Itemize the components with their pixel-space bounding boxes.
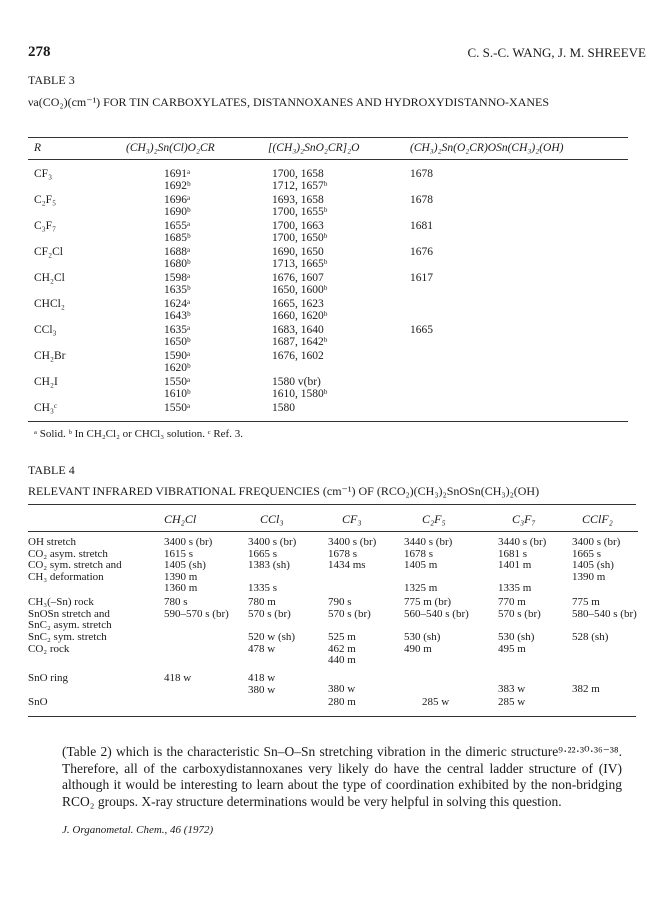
- cell: 1681: [410, 220, 433, 232]
- cell-r: CCl₃: [34, 324, 57, 336]
- table4-col-c2f5: C₂F₅: [422, 512, 446, 526]
- cell: 775 m 580–540 s (br): [572, 596, 637, 620]
- cell-r: CHCl₂: [34, 298, 65, 310]
- cell: 1700, 1663 1700, 1650ᵇ: [272, 220, 328, 244]
- cell: 285 w: [422, 696, 450, 708]
- cell: 775 m (br) 560–540 s (br): [404, 596, 469, 620]
- running-header-authors: C. S.-C. WANG, J. M. SHREEVE: [467, 45, 646, 60]
- table4-col-cclf2: CClF₂: [582, 512, 613, 526]
- table4-bottom-rule: [28, 716, 636, 717]
- table3-col-r: R: [34, 142, 42, 154]
- cell: 1691ᵃ 1692ᵇ: [164, 168, 191, 192]
- table3-label: TABLE 3: [28, 73, 75, 87]
- table3-header: [28, 139, 628, 159]
- cell: 1655ᵃ 1685ᵇ: [164, 220, 191, 244]
- table-row: [28, 324, 628, 350]
- table4-label: TABLE 4: [28, 463, 75, 477]
- table4-col-c3f7: C₃F₇: [512, 512, 536, 526]
- table-row: [28, 673, 638, 697]
- table-row: [28, 376, 628, 402]
- table3-col-1: (CH₃)₂Sn(Cl)O₂CR: [126, 142, 215, 154]
- table3-top-rule: [28, 137, 628, 138]
- cell: 1580: [272, 402, 295, 414]
- cell: 418 w 380 w: [248, 672, 276, 696]
- cell: 3440 s (br) 1681 s 1401 m 1335 m: [498, 536, 547, 594]
- body-paragraph: (Table 2) which is the characteristic Sn–O–Sn stretching vibration in the dimeric structure⁹·²²·³⁰·³⁶⁻³⁸. Therefore, all of the carboxydistannoxanes very likely do have the central ladder structure of (IV) although it would be interesting to learn about the type of coordination exhibited by the non-bridging RCO₂ groups. X-ray structure determinations would be very helpful in solving this question.: [62, 744, 622, 809]
- table-row: [28, 298, 628, 324]
- row-label: OH stretch CO₂ asym. stretch CO₂ sym. stretch and CH₃ deformation: [28, 536, 122, 583]
- cell: 1688ᵃ 1680ᵇ: [164, 246, 191, 270]
- row-label: SnO: [28, 696, 48, 708]
- table-row: [28, 168, 628, 194]
- cell-r: C₃F₇: [34, 220, 57, 232]
- table3: [28, 139, 628, 416]
- cell: 1635ᵃ 1650ᵇ: [164, 324, 191, 348]
- table3-header-rule: [28, 159, 628, 168]
- cell: 530 (sh) 495 m: [498, 631, 535, 655]
- cell: 1580 v(br) 1610, 1580ᵇ: [272, 376, 328, 400]
- cell: 1550ᵃ: [164, 402, 191, 414]
- cell: 380 w: [328, 683, 356, 695]
- table4-top-rule: [28, 504, 636, 505]
- row-label: SnC₂ sym. stretch CO₂ rock: [28, 631, 107, 655]
- cell: 418 w: [164, 672, 192, 684]
- cell-r: CH₂I: [34, 376, 58, 388]
- table3-footnote: ᵃ Solid. ᵇ In CH₂Cl₂ or CHCl₃ solution. ᶜ Ref. 3.: [34, 428, 243, 440]
- cell: 1598ᵃ 1635ᵇ: [164, 272, 191, 296]
- page-number: 278: [28, 44, 51, 60]
- cell: 285 w: [498, 696, 526, 708]
- table4-title: RELEVANT INFRARED VIBRATIONAL FREQUENCIES (cm⁻¹) OF (RCO₂)(CH₃)₂SnOSn(CH₃)₂(OH): [28, 484, 540, 498]
- cell: 3400 s (br) 1665 s 1405 (sh) 1390 m: [572, 536, 621, 583]
- cell: 1700, 1658 1712, 1657ᵇ: [272, 168, 328, 192]
- cell: 1683, 1640 1687, 1642ᵇ: [272, 324, 328, 348]
- cell: 3400 s (br) 1678 s 1434 ms: [328, 536, 377, 571]
- cell: 525 m 462 m 440 m: [328, 631, 356, 666]
- cell: 1690, 1650 1713, 1665ᵇ: [272, 246, 328, 270]
- journal-citation: J. Organometal. Chem., 46 (1972): [62, 824, 214, 836]
- table3-title: νa(CO₂)(cm⁻¹) FOR TIN CARBOXYLATES, DISTANNOXANES AND HYDROXYDISTANNO-XANES: [28, 95, 550, 109]
- cell: 1624ᵃ 1643ᵇ: [164, 298, 191, 322]
- cell: 770 m 570 s (br): [498, 596, 541, 620]
- cell: 3400 s (br) 1665 s 1383 (sh) 1335 s: [248, 536, 297, 594]
- cell: 1676: [410, 246, 433, 258]
- cell: 1617: [410, 272, 433, 284]
- cell-r: CH₂Cl: [34, 272, 65, 284]
- cell: 1678: [410, 194, 433, 206]
- cell: 1678: [410, 168, 433, 180]
- cell: 382 m: [572, 683, 600, 695]
- table-row: [28, 272, 628, 298]
- cell: 1696ᵃ 1690ᵇ: [164, 194, 191, 218]
- table-row: [28, 246, 628, 272]
- cell-r: C₂F₅: [34, 194, 57, 206]
- cell: 528 (sh): [572, 631, 609, 643]
- cell: 3440 s (br) 1678 s 1405 m 1325 m: [404, 536, 453, 594]
- cell: 280 m: [328, 696, 356, 708]
- cell-r: CH₃ᶜ: [34, 402, 57, 414]
- table3-bottom-rule: [28, 421, 628, 422]
- cell-r: CF₃: [34, 168, 53, 180]
- cell: 530 (sh) 490 m: [404, 631, 441, 655]
- cell: 790 s 570 s (br): [328, 596, 371, 620]
- cell-r: CH₂Br: [34, 350, 66, 362]
- cell-r: CF₂Cl: [34, 246, 63, 258]
- row-label: SnO ring: [28, 672, 69, 684]
- table-row: [28, 194, 628, 220]
- table4-col-cf3: CF₃: [342, 512, 362, 526]
- table4-col-ch2cl: CH₂Cl: [164, 512, 197, 526]
- table-row: [28, 402, 628, 416]
- cell: 780 m 570 s (br): [248, 596, 291, 620]
- cell: 780 s 590–570 s (br): [164, 596, 229, 620]
- cell: 1590ᵃ 1620ᵇ: [164, 350, 191, 374]
- table-row: [28, 220, 628, 246]
- table4-col-ccl3: CCl₃: [260, 512, 284, 526]
- table3-col-2: [(CH₃)₂SnO₂CR]₂O: [268, 142, 360, 154]
- table-row: [28, 697, 638, 713]
- cell: 383 w: [498, 683, 526, 695]
- cell: 3400 s (br) 1615 s 1405 (sh) 1390 m 1360 m: [164, 536, 213, 594]
- cell: 1676, 1602: [272, 350, 324, 362]
- cell: 1550ᵃ 1610ᵇ: [164, 376, 191, 400]
- table-row: [28, 632, 638, 673]
- table-row: [28, 597, 638, 632]
- table4-header: [28, 507, 638, 531]
- table3-col-3: (CH₃)₂Sn(O₂CR)OSn(CH₃)₂(OH): [410, 142, 564, 154]
- cell: 1665: [410, 324, 433, 336]
- cell: 1693, 1658 1700, 1655ᵇ: [272, 194, 328, 218]
- table4: [28, 507, 638, 713]
- table-row: [28, 537, 638, 597]
- cell: 520 w (sh) 478 w: [248, 631, 296, 655]
- cell: 1676, 1607 1650, 1600ᵇ: [272, 272, 328, 296]
- table-row: [28, 350, 628, 376]
- cell: 1665, 1623 1660, 1620ᵇ: [272, 298, 328, 322]
- row-label: CH₃(–Sn) rock SnOSn stretch and SnC₂ asym. stretch: [28, 596, 112, 631]
